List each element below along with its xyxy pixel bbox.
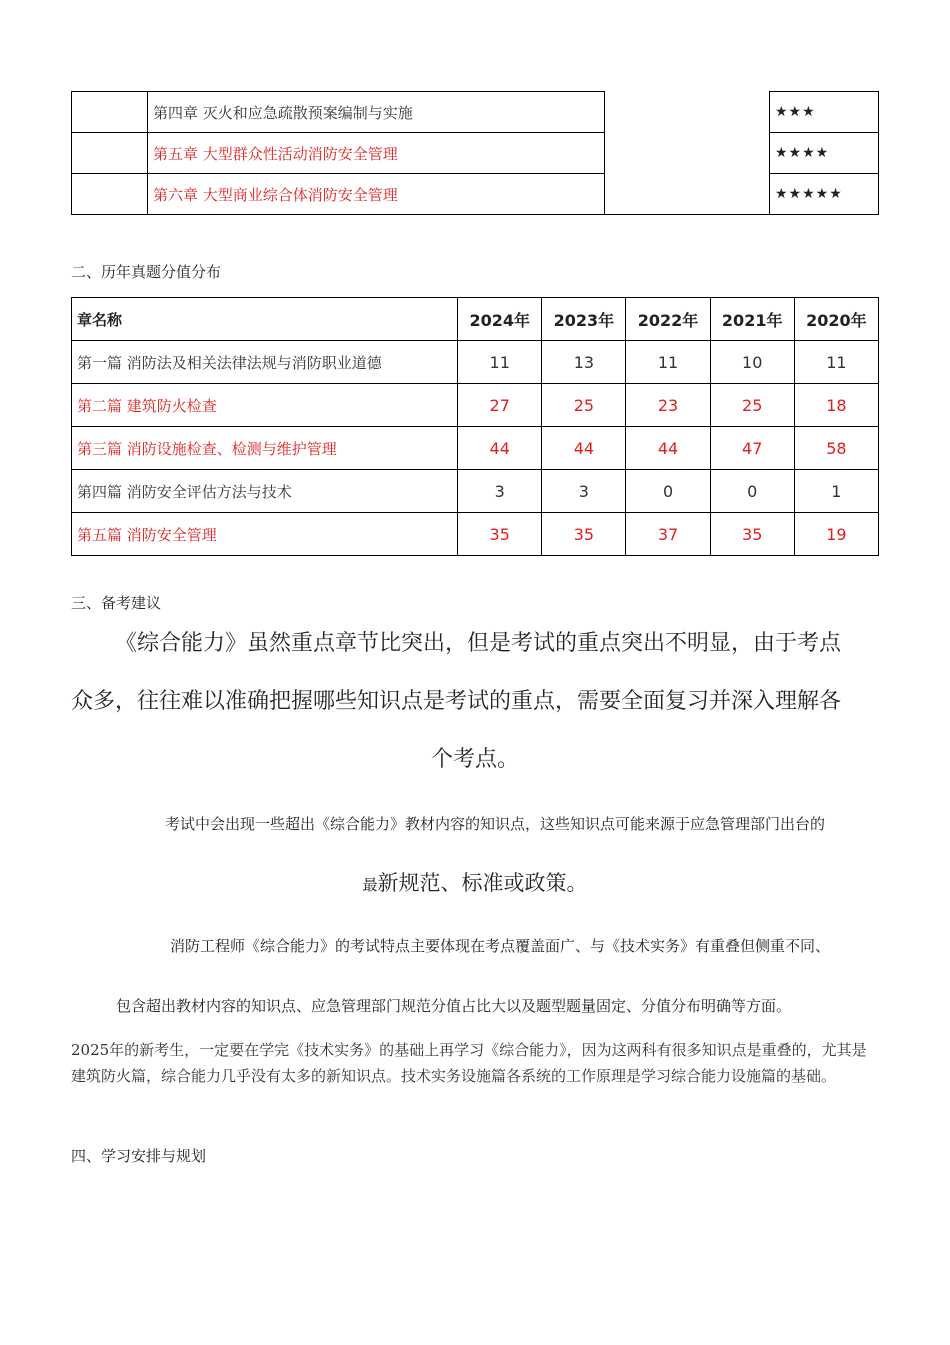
paragraph-line: 消防工程师《综合能力》的考试特点主要体现在考点覆盖面广、与《技术实务》有重叠但侧重不同、 xyxy=(170,937,831,955)
score-cell: 3 xyxy=(458,470,542,513)
score-cell: 11 xyxy=(626,341,710,384)
score-cell: 25 xyxy=(542,384,626,427)
star-rating: ★★★ xyxy=(770,92,879,133)
score-cell: 1 xyxy=(794,470,878,513)
spacer-cell xyxy=(605,92,770,133)
column-header: 2021年 xyxy=(710,298,794,341)
paragraph-line: 包含超出教材内容的知识点、应急管理部门规范分值占比大以及题型题量固定、分值分布明确等方面。 xyxy=(116,997,792,1015)
small-char: 最 xyxy=(362,876,378,894)
score-distribution-table xyxy=(71,297,879,556)
score-cell: 19 xyxy=(794,513,878,556)
table-row xyxy=(72,341,879,384)
table-row xyxy=(72,174,879,215)
table-row xyxy=(72,470,879,513)
empty-cell xyxy=(72,174,148,215)
table-row xyxy=(72,427,879,470)
paragraph-line xyxy=(0,867,950,897)
score-cell: 35 xyxy=(458,513,542,556)
score-cell: 10 xyxy=(710,341,794,384)
score-cell: 44 xyxy=(626,427,710,470)
section-heading: 三、备考建议 xyxy=(71,594,162,612)
part-name: 第一篇 消防法及相关法律法规与消防职业道德 xyxy=(72,341,458,384)
table-row xyxy=(72,92,879,133)
large-text: 新规范、标准或政策。 xyxy=(377,871,588,895)
advice-paragraph xyxy=(71,615,879,789)
table-header-row xyxy=(72,298,879,341)
section-heading: 四、学习安排与规划 xyxy=(71,1147,207,1165)
paragraph-line: 个考点。 xyxy=(430,747,519,772)
part-name: 第四篇 消防安全评估方法与技术 xyxy=(72,470,458,513)
score-cell: 35 xyxy=(542,513,626,556)
paragraph-line: 众多，往往难以准确把握哪些知识点是考试的重点，需要全面复习并深入理解各 xyxy=(71,689,842,714)
column-header: 章名称 xyxy=(72,298,458,341)
score-cell: 25 xyxy=(710,384,794,427)
score-cell: 58 xyxy=(794,427,878,470)
score-cell: 13 xyxy=(542,341,626,384)
empty-cell xyxy=(72,133,148,174)
score-cell: 11 xyxy=(794,341,878,384)
paragraph-line: 考试中会出现一些超出《综合能力》教材内容的知识点，这些知识点可能来源于应急管理部门出台的 xyxy=(165,815,826,833)
part-name: 第二篇 建筑防火检查 xyxy=(72,384,458,427)
section-heading: 二、历年真题分值分布 xyxy=(71,263,222,281)
score-cell: 18 xyxy=(794,384,878,427)
part-name: 第三篇 消防设施检查、检测与维护管理 xyxy=(72,427,458,470)
chapter-name: 第六章 大型商业综合体消防安全管理 xyxy=(148,174,605,215)
empty-cell xyxy=(72,92,148,133)
chapter-name: 第四章 灭火和应急疏散预案编制与实施 xyxy=(148,92,605,133)
column-header: 2023年 xyxy=(542,298,626,341)
score-cell: 27 xyxy=(458,384,542,427)
score-cell: 44 xyxy=(542,427,626,470)
chapter-name: 第五章 大型群众性活动消防安全管理 xyxy=(148,133,605,174)
star-rating: ★★★★ xyxy=(770,133,879,174)
column-header: 2022年 xyxy=(626,298,710,341)
score-cell: 37 xyxy=(626,513,710,556)
score-cell: 3 xyxy=(542,470,626,513)
score-cell: 23 xyxy=(626,384,710,427)
score-cell: 47 xyxy=(710,427,794,470)
score-cell: 0 xyxy=(710,470,794,513)
score-cell: 0 xyxy=(626,470,710,513)
spacer-cell xyxy=(605,133,770,174)
column-header: 2024年 xyxy=(458,298,542,341)
column-header: 2020年 xyxy=(794,298,878,341)
chapter-star-table xyxy=(71,91,879,215)
table-row xyxy=(72,384,879,427)
score-cell: 35 xyxy=(710,513,794,556)
table-row xyxy=(72,513,879,556)
table-row xyxy=(72,133,879,174)
score-cell: 44 xyxy=(458,427,542,470)
paragraph-line: 《综合能力》虽然重点章节比突出，但是考试的重点突出不明显，由于考点 xyxy=(115,631,842,656)
paragraph: 2025年的新考生，一定要在学完《技术实务》的基础上再学习《综合能力》，因为这两科有很多知识点是重叠的，尤其是建筑防火篇，综合能力几乎没有太多的新知识点。技术实务设施篇各系统的工作原理是学习综合能力设施篇的基础。 xyxy=(71,1041,867,1085)
star-rating: ★★★★★ xyxy=(770,174,879,215)
score-cell: 11 xyxy=(458,341,542,384)
spacer-cell xyxy=(605,174,770,215)
part-name: 第五篇 消防安全管理 xyxy=(72,513,458,556)
